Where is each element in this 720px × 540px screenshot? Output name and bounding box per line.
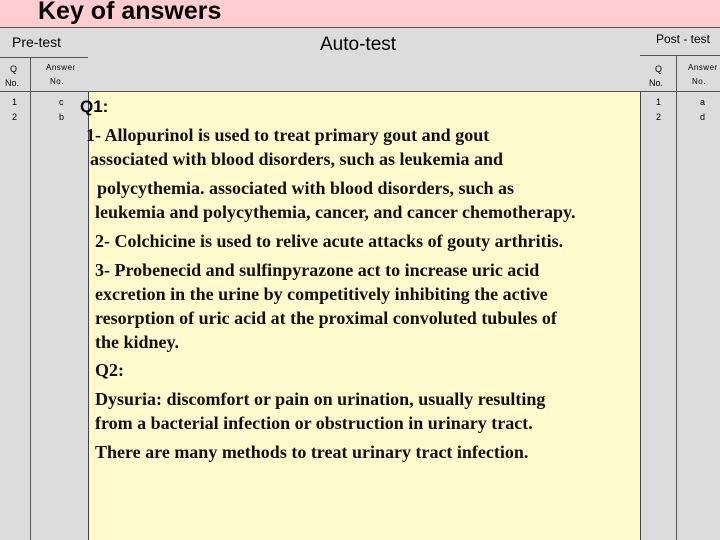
pre-test-row-2-q: 2: [12, 112, 18, 122]
answer-line: 3- Probenecid and sulfinpyrazone act to increase uric acid: [95, 260, 540, 280]
pre-test-header: Pre-test: [12, 34, 62, 50]
answer-line: There are many methods to treat urinary tract infection.: [95, 442, 529, 462]
post-test-header: Post - test: [656, 32, 711, 46]
pre-test-col-q-no: No.: [5, 78, 20, 88]
post-test-col-answer-no: No.: [692, 77, 706, 86]
answer-line: 1- Allopurinol is used to treat primary gout and gout: [86, 125, 490, 145]
grid-line-top: [0, 27, 720, 28]
answer-line: polycythemia. associated with blood disorders, such as: [97, 178, 515, 198]
post-test-col-q: Q: [655, 64, 663, 74]
answer-line: 2- Colchicine is used to relive acute attacks of gouty arthritis.: [95, 231, 564, 251]
answer-line: Dysuria: discomfort or pain on urination, usually resulting: [95, 389, 546, 409]
grid-line-right-col: [676, 55, 677, 540]
right-panel: [640, 28, 720, 540]
pre-test-col-answer-no: No.: [50, 77, 64, 86]
answer-line: associated with blood disorders, such as leukemia and: [90, 149, 504, 169]
post-test-row-1-q: 1: [656, 97, 662, 107]
post-test-row-2-q: 2: [656, 112, 662, 122]
question-1-label: Q1:: [80, 97, 109, 116]
post-test-row-1-answer: a: [700, 97, 706, 107]
grid-line-header-left: [0, 57, 88, 58]
pre-test-col-q: Q: [10, 64, 18, 74]
post-test-row-2-answer: d: [700, 112, 706, 122]
answer-line: excretion in the urine by competitively inhibiting the active: [95, 284, 548, 304]
post-test-col-answer: Answer: [688, 63, 718, 72]
page-title: Key of answers: [38, 0, 222, 25]
answer-line: resorption of uric acid at the proximal convoluted tubules of: [95, 308, 557, 328]
grid-line-subheader: [0, 91, 720, 92]
post-test-col-q-no: No.: [649, 78, 664, 88]
grid-line-left-col: [30, 57, 31, 540]
pre-test-col-answer: Answer: [46, 63, 76, 72]
answer-line: the kidney.: [95, 332, 180, 352]
pre-test-row-2-answer: b: [59, 112, 65, 122]
pre-test-row-1-q: 1: [12, 97, 18, 107]
pre-test-row-1-answer: c: [59, 97, 64, 107]
grid-line-header-right: [640, 55, 720, 56]
answer-line: leukemia and polycythemia, cancer, and cancer chemotherapy.: [95, 202, 576, 222]
question-2-label: Q2:: [95, 360, 124, 380]
answer-line: from a bacterial infection or obstruction in urinary tract.: [95, 413, 533, 433]
auto-test-header: Auto-test: [320, 34, 397, 55]
